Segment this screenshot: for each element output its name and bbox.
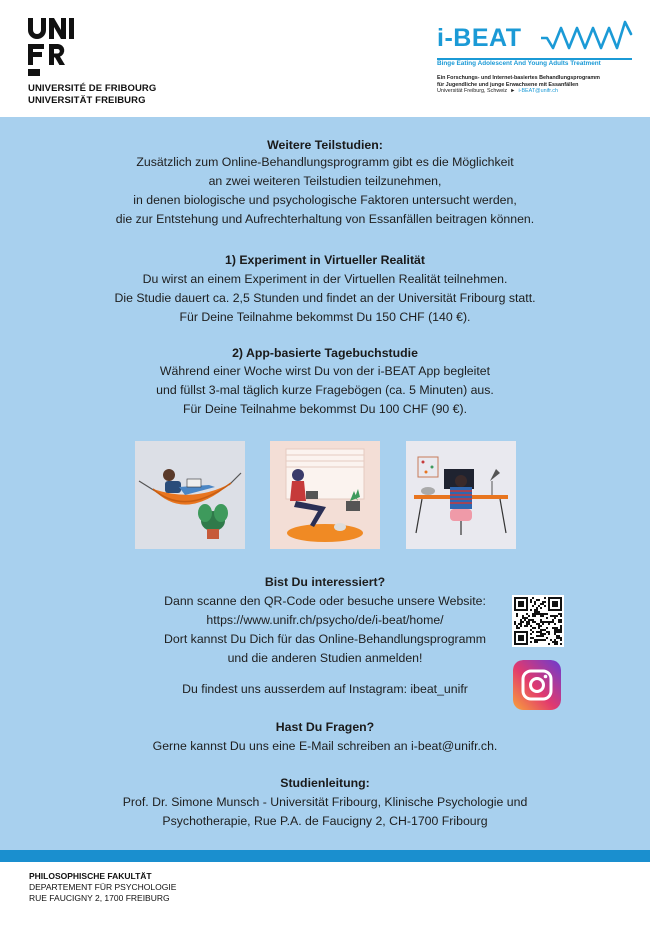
section-app-line: Während einer Woche wirst Du von der i-BEAT App begleitet: [159, 364, 491, 378]
ibeat-subtitle: Binge Eating Adolescent And Young Adults Treatment: [437, 60, 601, 67]
footer: [29, 871, 176, 904]
section-app-line: und füllst 3-mal täglich kurze Fragebögen (ca. 5 Minuten) aus.: [156, 383, 494, 397]
footer-department: DEPARTEMENT FÜR PSYCHOLOGIE: [29, 882, 177, 892]
website-link[interactable]: https://www.unifr.ch/psycho/de/i-beat/home/: [206, 613, 444, 627]
contact-email-line: Gerne kannst Du uns eine E-Mail schreiben an i-beat@unifr.ch.: [152, 739, 498, 753]
section-weitere-line: Zusätzlich zum Online-Behandlungsprogramm gibt es die Möglichkeit: [136, 155, 514, 169]
footer-faculty: PHILOSOPHISCHE FAKULTÄT: [29, 871, 152, 881]
section-weitere-line: in denen biologische und psychologische Faktoren untersucht werden,: [133, 193, 517, 207]
hammock-illustration: [135, 441, 245, 549]
section-vr-line: Du wirst an einem Experiment in der Virtuellen Realität teilnehmen.: [142, 272, 508, 286]
unifr-logo: [28, 18, 88, 76]
section-app-line: Für Deine Teilnahme bekommst Du 100 CHF (90 €).: [182, 402, 468, 416]
section-interest-line: und die anderen Studien anmelden!: [227, 651, 423, 665]
section-interest-line: Dann scanne den QR-Code oder besuche unsere Website:: [164, 594, 486, 608]
footer-bar: [0, 850, 650, 862]
section-lead-line: Psychotherapie, Rue P.A. de Faucigny 2, CH-1700 Fribourg: [162, 814, 488, 828]
section-weitere-title: Weitere Teilstudien:: [267, 138, 383, 152]
qr-code-icon[interactable]: [512, 595, 564, 647]
ibeat-wordmark: i-BEAT: [437, 24, 522, 52]
university-name-de: UNIVERSITÄT FREIBURG: [28, 95, 146, 106]
university-name: [28, 83, 156, 107]
section-vr-line: Die Studie dauert ca. 2,5 Stunden und findet an der Universität Fribourg statt.: [114, 291, 536, 305]
ibeat-wave-icon: [541, 20, 637, 50]
arrow-icon: ►: [510, 88, 516, 95]
section-lead-line: Prof. Dr. Simone Munsch - Universität Fribourg, Klinische Psychologie und: [122, 795, 528, 809]
section-vr-title: 1) Experiment in Virtueller Realität: [224, 253, 425, 267]
header: [0, 0, 650, 117]
section-interest-title: Bist Du interessiert?: [264, 575, 386, 589]
section-interest-line: Dort kannst Du Dich für das Online-Behandlungsprogramm: [164, 632, 486, 646]
university-name-fr: UNIVERSITÉ DE FRIBOURG: [28, 83, 157, 94]
section-weitere-line: die zur Entstehung und Aufrechterhaltung von Essanfällen beitragen können.: [115, 212, 535, 226]
section-app-title: 2) App-basierte Tagebuchstudie: [232, 346, 418, 360]
instagram-icon[interactable]: [513, 660, 561, 710]
reading-woman-illustration: [270, 441, 380, 549]
ibeat-description: [437, 75, 600, 95]
ibeat-desc-line1: Ein Forschungs- und Internet-basiertes Behandlungsprogramm: [437, 75, 600, 81]
footer-address: RUE FAUCIGNY 2, 1700 FREIBURG: [29, 893, 170, 903]
ibeat-desc-line2: für Jugendliche und junge Erwachsene mit Essanfällen: [437, 81, 579, 88]
instagram-line: Du findest uns ausserdem auf Instagram: ibeat_unifr: [182, 682, 468, 696]
ibeat-desc-line3: [437, 88, 600, 95]
section-weitere-line: an zwei weiteren Teilstudien teilzunehmen,: [208, 174, 442, 188]
section-vr-line: Für Deine Teilnahme bekommst Du 150 CHF (140 €).: [179, 310, 471, 324]
desk-worker-illustration: [406, 441, 516, 549]
ibeat-logo: [437, 20, 637, 110]
section-questions-title: Hast Du Fragen?: [275, 720, 375, 734]
section-lead-title: Studienleitung:: [280, 776, 370, 790]
ibeat-affiliation: Universität Freiburg, Schweiz: [437, 88, 508, 95]
ibeat-email-link[interactable]: i-BEAT@unifr.ch: [518, 88, 558, 95]
